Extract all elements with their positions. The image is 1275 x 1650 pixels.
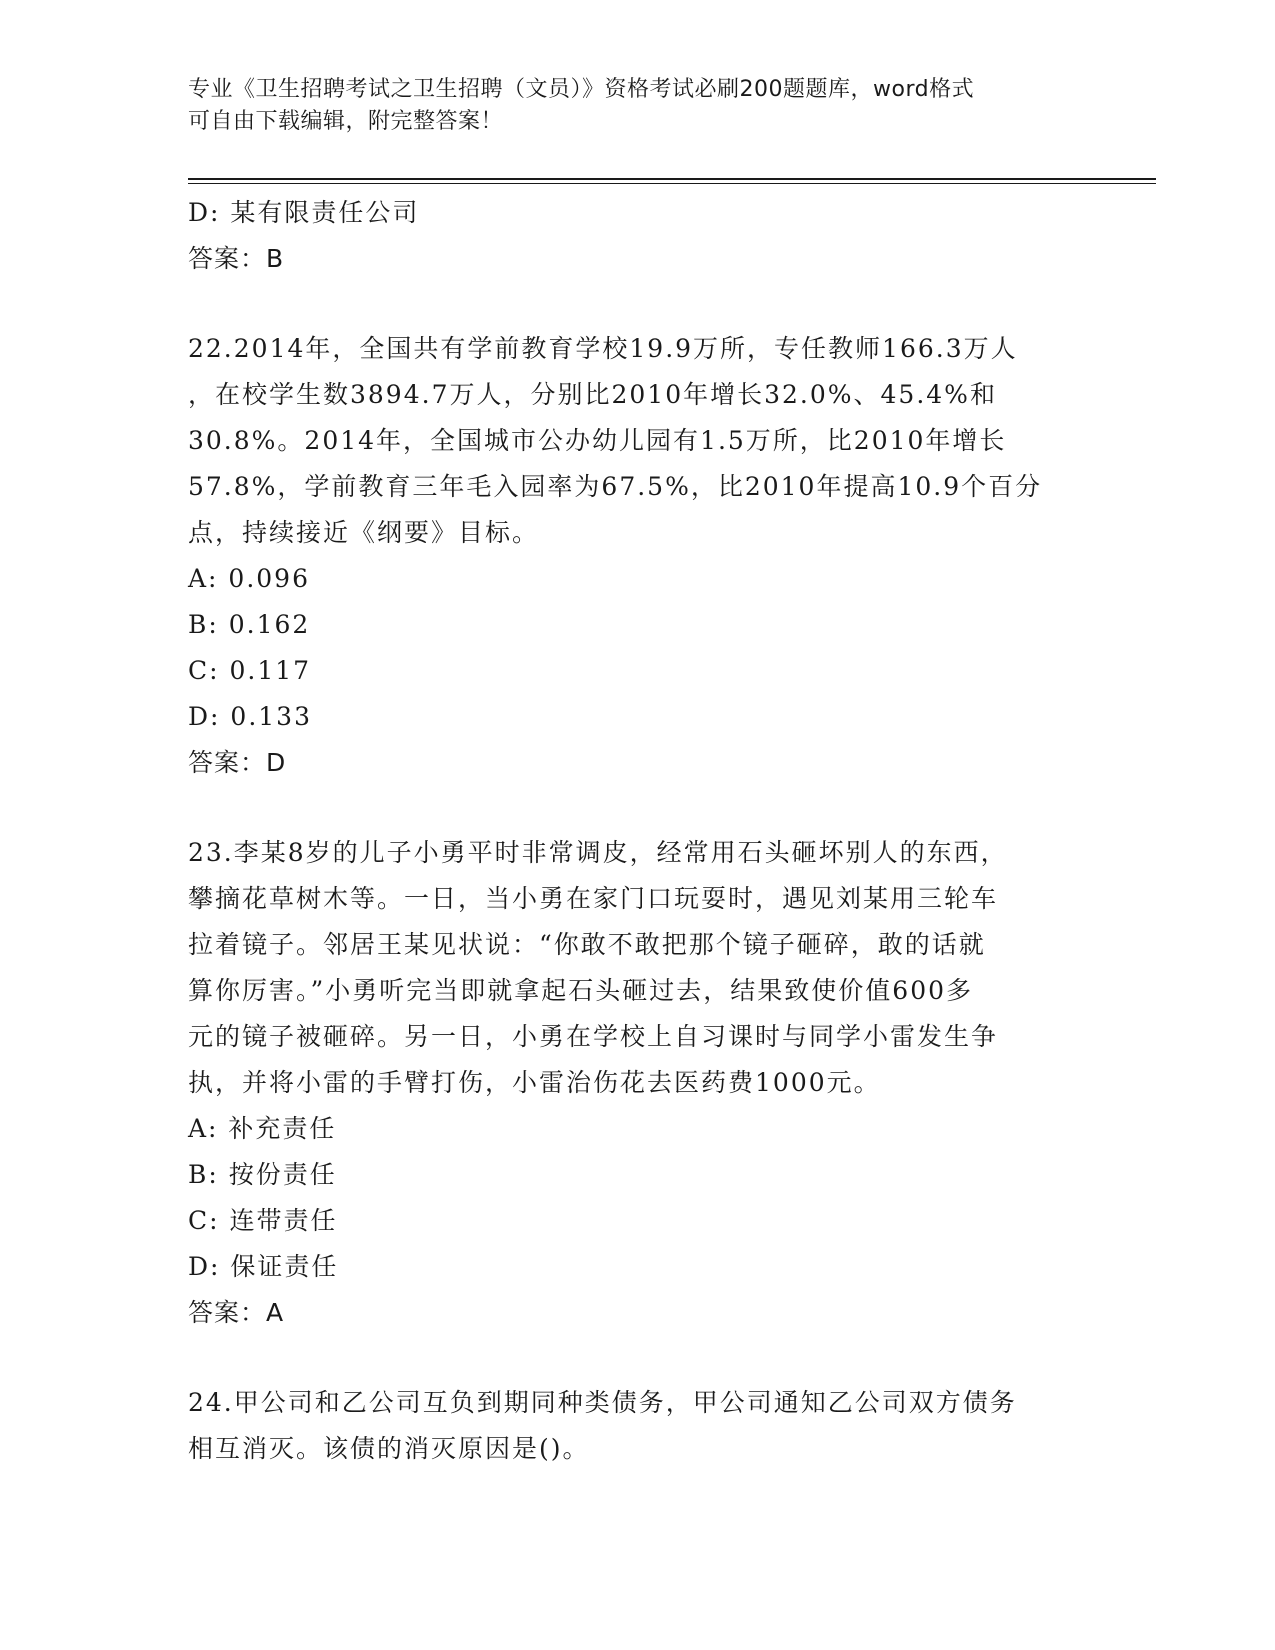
spacer [188,1336,1088,1380]
question-text-line: 执，并将小雷的手臂打伤，小雷治伤花去医药费1000元。 [188,1068,881,1097]
option-d: D: 保证责任 [188,1252,339,1281]
question-text-line: 57.8%，学前教育三年毛入园率为67.5%，比2010年提高10.9个百分 [188,472,1043,501]
question-text-line: ，在校学生数3894.7万人，分别比2010年增长32.0%、45.4%和 [188,380,997,409]
document-body [188,190,1088,1472]
question-24 [188,1380,1088,1472]
spacer [188,786,1088,830]
question-text-line: 点，持续接近《纲要》目标。 [188,518,540,547]
question-text-line: 22.2014年，全国共有学前教育学校19.9万所，专任教师166.3万人 [188,334,1018,363]
question-23 [188,830,1088,1336]
answer-line: 答案：A [188,1298,285,1327]
question-text-line: 攀摘花草树木等。一日，当小勇在家门口玩耍时，遇见刘某用三轮车 [188,884,999,913]
answer-line: 答案：B [188,244,285,273]
option-b: B: 0.162 [188,610,311,639]
header-line-2: 可自由下载编辑，附完整答案！ [188,109,504,134]
option-c: C: 0.117 [188,656,312,685]
question-text-line: 算你厉害。”小勇听完当即就拿起石头砸过去，结果致使价值600多 [188,976,974,1005]
question-text-line: 30.8%。2014年，全国城市公办幼儿园有1.5万所，比2010年增长 [188,426,1007,455]
option-a: A: 补充责任 [188,1114,337,1143]
option-c: C: 连带责任 [188,1206,338,1235]
question-text-line: 23.李某8岁的儿子小勇平时非常调皮，经常用石头砸坏别人的东西， [188,838,1008,867]
previous-question-tail [188,190,1088,282]
question-text-line: 相互消灭。该债的消灭原因是()。 [188,1434,590,1463]
option-d: D: 0.133 [188,702,312,731]
answer-line: 答案：D [188,748,287,777]
question-text-line: 元的镜子被砸碎。另一日，小勇在学校上自习课时与同学小雷发生争 [188,1022,999,1051]
option-a: A: 0.096 [188,564,310,593]
question-22 [188,326,1088,786]
header-divider-thin [188,183,1156,184]
question-text-line: 24.甲公司和乙公司互负到期同种类债务，甲公司通知乙公司双方债务 [188,1388,1017,1417]
document-header [188,74,1068,138]
question-text-line: 拉着镜子。邻居王某见状说：“你敢不敢把那个镜子砸碎，敢的话就 [188,930,986,959]
header-line-1: 专业《卫生招聘考试之卫生招聘（文员）》资格考试必刷200题题库，word格式 [188,77,975,102]
header-divider-thick [188,178,1156,180]
option-b: B: 按份责任 [188,1160,337,1189]
spacer [188,282,1088,326]
option-d: D: 某有限责任公司 [188,198,420,227]
